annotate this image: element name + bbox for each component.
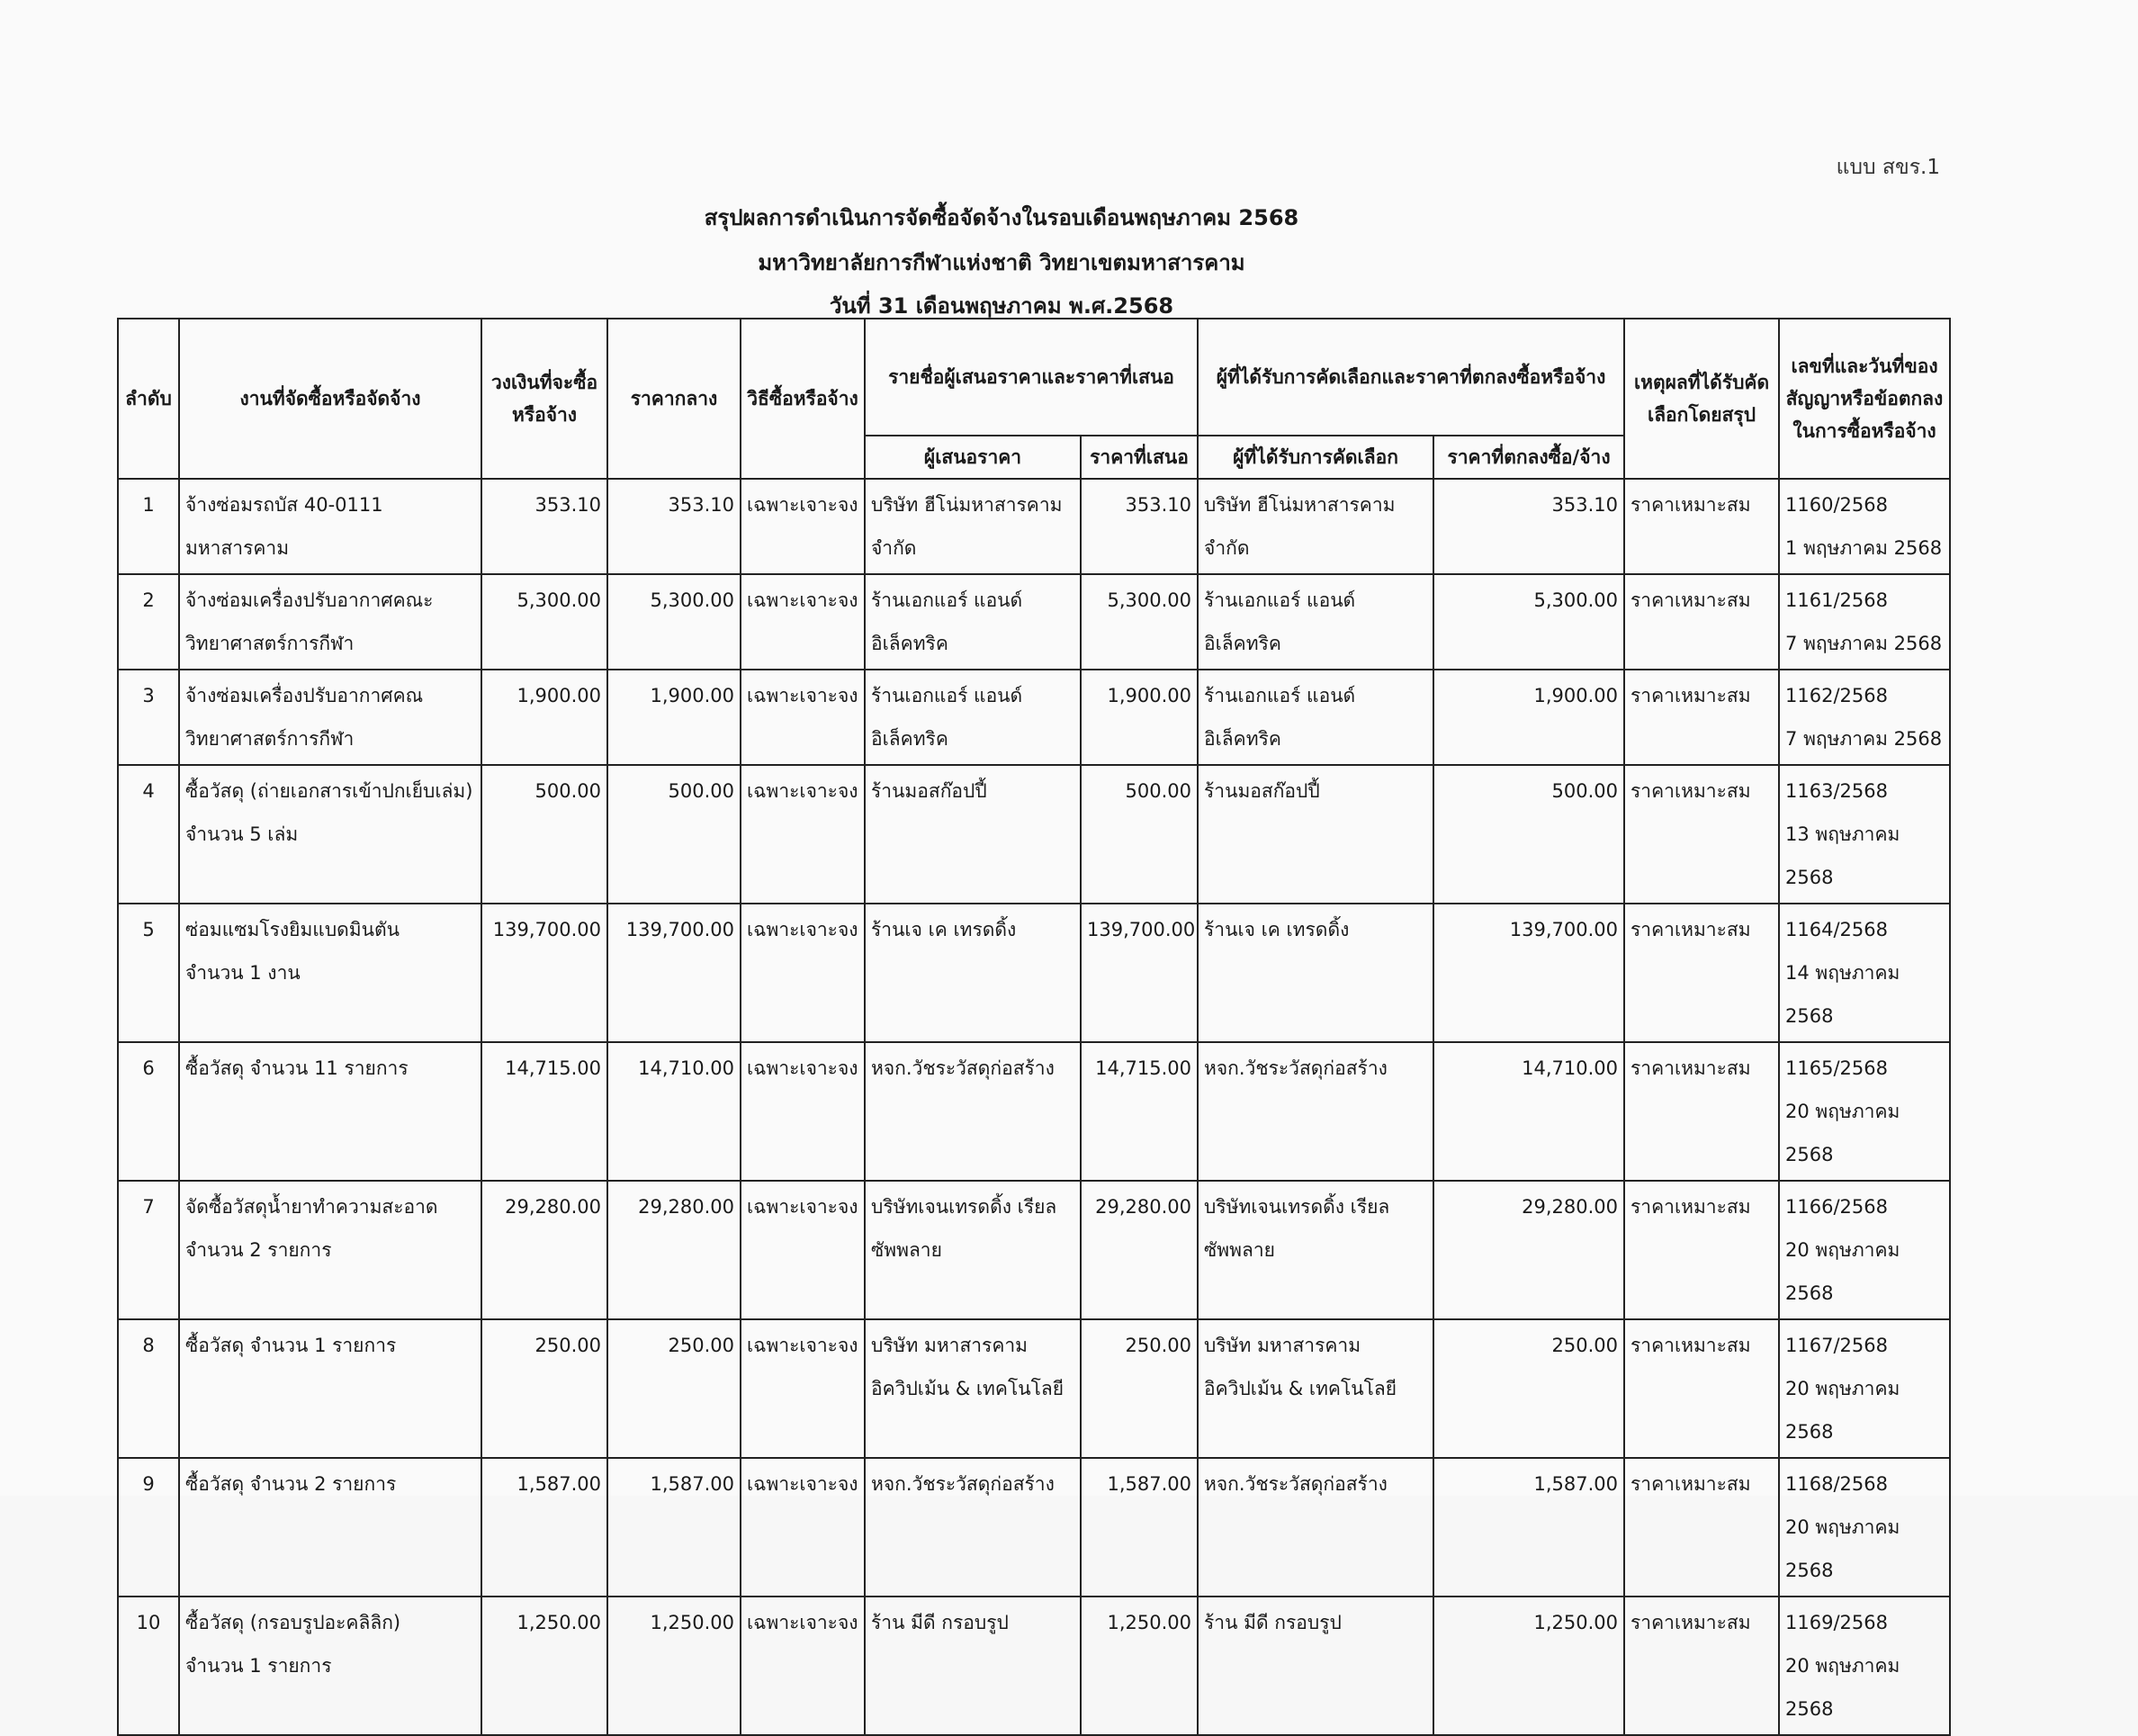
- row-budget: 29,280.00: [481, 1181, 607, 1319]
- row-contract: [1779, 1181, 1950, 1319]
- row-winner-line-1: บริษัท มหาสารคาม: [1204, 1335, 1361, 1356]
- row-work: [179, 1042, 481, 1181]
- row-contract: [1779, 670, 1950, 765]
- row-budget: 250.00: [481, 1319, 607, 1458]
- table-row: [118, 670, 1950, 765]
- row-contract-line-2: 7 พฤษภาคม 2568: [1785, 633, 1943, 654]
- row-median: 1,900.00: [607, 670, 741, 765]
- row-reason: ราคาเหมาะสม: [1624, 670, 1779, 765]
- row-agreed-price: 500.00: [1433, 765, 1624, 904]
- row-no: 10: [118, 1597, 179, 1735]
- row-budget: 500.00: [481, 765, 607, 904]
- row-bid-price: 1,900.00: [1081, 670, 1198, 765]
- row-contract-line-2: 20 พฤษภาคม 2568: [1785, 1239, 1900, 1304]
- row-work-line-2: จำนวน 1 งาน: [185, 962, 301, 984]
- row-winner-line-2: อิเล็คทริค: [1204, 728, 1281, 750]
- row-reason: ราคาเหมาะสม: [1624, 1042, 1779, 1181]
- procurement-table: [117, 318, 1951, 1736]
- row-work: [179, 670, 481, 765]
- row-no: 7: [118, 1181, 179, 1319]
- table-row: [118, 765, 1950, 904]
- row-budget: 1,587.00: [481, 1458, 607, 1597]
- row-bid-price: 250.00: [1081, 1319, 1198, 1458]
- table-row: [118, 1597, 1950, 1735]
- row-bidder: [865, 574, 1081, 670]
- row-method: เฉพาะเจาะจง: [741, 1458, 865, 1597]
- row-winner: [1198, 670, 1433, 765]
- col-header-contract: เลขที่และวันที่ของสัญญาหรือข้อตกลงในการซื้อหรือจ้าง: [1779, 319, 1950, 479]
- row-agreed-price: 139,700.00: [1433, 904, 1624, 1042]
- row-work: [179, 574, 481, 670]
- title-line-1: สรุปผลการดำเนินการจัดซื้อจัดจ้างในรอบเดือนพฤษภาคม 2568: [704, 205, 1299, 230]
- row-bid-price: 500.00: [1081, 765, 1198, 904]
- row-budget: 1,250.00: [481, 1597, 607, 1735]
- col-header-reason: เหตุผลที่ได้รับคัดเลือกโดยสรุป: [1624, 319, 1779, 479]
- row-winner: [1198, 904, 1433, 1042]
- form-code: แบบ สขร.1: [1836, 156, 1940, 179]
- row-bidder: [865, 479, 1081, 574]
- row-budget: 5,300.00: [481, 574, 607, 670]
- col-header-bid-price: ราคาที่เสนอ: [1081, 436, 1198, 479]
- row-winner: [1198, 765, 1433, 904]
- row-agreed-price: 353.10: [1433, 479, 1624, 574]
- row-contract-line-2: 20 พฤษภาคม 2568: [1785, 1655, 1900, 1720]
- row-method: เฉพาะเจาะจง: [741, 574, 865, 670]
- row-work: [179, 904, 481, 1042]
- row-method: เฉพาะเจาะจง: [741, 1042, 865, 1181]
- row-winner-line-1: บริษัทเจนเทรดดิ้ง เรียล: [1204, 1196, 1390, 1218]
- row-method: เฉพาะเจาะจง: [741, 670, 865, 765]
- row-bidder-line-1: หจก.วัชระวัสดุก่อสร้าง: [871, 1473, 1055, 1495]
- row-winner-line-1: ร้านเจ เค เทรดดิ้ง: [1204, 919, 1350, 940]
- col-header-bidder: ผู้เสนอราคา: [865, 436, 1081, 479]
- row-median: 500.00: [607, 765, 741, 904]
- row-median: 5,300.00: [607, 574, 741, 670]
- row-agreed-price: 1,250.00: [1433, 1597, 1624, 1735]
- row-reason: ราคาเหมาะสม: [1624, 1319, 1779, 1458]
- row-reason: ราคาเหมาะสม: [1624, 1181, 1779, 1319]
- row-bid-price: 5,300.00: [1081, 574, 1198, 670]
- row-contract-line-1: 1161/2568: [1785, 589, 1888, 611]
- row-median: 250.00: [607, 1319, 741, 1458]
- row-bidder-line-1: บริษัทเจนเทรดดิ้ง เรียล: [871, 1196, 1057, 1218]
- row-reason: ราคาเหมาะสม: [1624, 479, 1779, 574]
- row-winner: [1198, 1458, 1433, 1597]
- row-work-line-1: ซื้อวัสดุ จำนวน 11 รายการ: [185, 1057, 409, 1079]
- row-method: เฉพาะเจาะจง: [741, 765, 865, 904]
- row-winner: [1198, 1597, 1433, 1735]
- row-winner-line-2: ซัพพลาย: [1204, 1239, 1275, 1261]
- row-contract-line-2: 14 พฤษภาคม 2568: [1785, 962, 1900, 1027]
- row-work-line-2: จำนวน 2 รายการ: [185, 1239, 332, 1261]
- row-bid-price: 139,700.00: [1081, 904, 1198, 1042]
- col-header-winner-group: ผู้ที่ได้รับการคัดเลือกและราคาที่ตกลงซื้อหรือจ้าง: [1198, 319, 1624, 436]
- row-bidder-line-1: หจก.วัชระวัสดุก่อสร้าง: [871, 1057, 1055, 1079]
- row-method: เฉพาะเจาะจง: [741, 1319, 865, 1458]
- row-bidder-line-2: อิควิปเม้น & เทคโนโลยี: [871, 1378, 1065, 1399]
- col-header-winner: ผู้ที่ได้รับการคัดเลือก: [1198, 436, 1433, 479]
- row-method: เฉพาะเจาะจง: [741, 904, 865, 1042]
- table-row: [118, 479, 1950, 574]
- row-bidder-line-2: อิเล็คทริค: [871, 633, 948, 654]
- row-agreed-price: 250.00: [1433, 1319, 1624, 1458]
- row-median: 1,587.00: [607, 1458, 741, 1597]
- row-bid-price: 1,587.00: [1081, 1458, 1198, 1597]
- row-agreed-price: 5,300.00: [1433, 574, 1624, 670]
- row-no: 6: [118, 1042, 179, 1181]
- row-work-line-1: ซื้อวัสดุ (กรอบรูปอะคลิลิก): [185, 1612, 401, 1633]
- col-header-bidders-group: รายชื่อผู้เสนอราคาและราคาที่เสนอ: [865, 319, 1198, 436]
- row-budget: 353.10: [481, 479, 607, 574]
- row-work-line-1: จ้างซ่อมเครื่องปรับอากาศคณะ: [185, 589, 434, 611]
- row-bidder-line-1: ร้าน มีดี กรอบรูป: [871, 1612, 1009, 1633]
- row-contract: [1779, 479, 1950, 574]
- row-winner-line-1: ร้านเอกแอร์ แอนด์: [1204, 685, 1356, 706]
- row-bid-price: 1,250.00: [1081, 1597, 1198, 1735]
- row-agreed-price: 1,587.00: [1433, 1458, 1624, 1597]
- row-work-line-1: จ้างซ่อมรถบัส 40-0111: [185, 494, 383, 516]
- row-contract-line-2: 20 พฤษภาคม 2568: [1785, 1516, 1900, 1581]
- row-bidder: [865, 1042, 1081, 1181]
- row-bidder: [865, 904, 1081, 1042]
- row-work-line-1: ซื้อวัสดุ จำนวน 1 รายการ: [185, 1335, 397, 1356]
- row-winner-line-2: อิเล็คทริค: [1204, 633, 1281, 654]
- table-row: [118, 1319, 1950, 1458]
- row-bidder-line-2: จำกัด: [871, 537, 917, 559]
- row-winner-line-2: อิควิปเม้น & เทคโนโลยี: [1204, 1378, 1397, 1399]
- row-contract-line-1: 1165/2568: [1785, 1057, 1888, 1079]
- row-bidder-line-1: บริษัท มหาสารคาม: [871, 1335, 1029, 1356]
- row-no: 1: [118, 479, 179, 574]
- table-row: [118, 1181, 1950, 1319]
- row-work-line-2: จำนวน 1 รายการ: [185, 1655, 332, 1677]
- row-bidder-line-2: อิเล็คทริค: [871, 728, 948, 750]
- row-work-line-2: วิทยาศาสตร์การกีฬา: [185, 633, 355, 654]
- row-contract-line-1: 1160/2568: [1785, 494, 1888, 516]
- row-method: เฉพาะเจาะจง: [741, 1181, 865, 1319]
- row-bidder-line-1: ร้านเอกแอร์ แอนด์: [871, 685, 1023, 706]
- row-bid-price: 29,280.00: [1081, 1181, 1198, 1319]
- row-bidder-line-2: ซัพพลาย: [871, 1239, 942, 1261]
- row-contract-line-1: 1166/2568: [1785, 1196, 1888, 1218]
- row-contract-line-2: 20 พฤษภาคม 2568: [1785, 1378, 1900, 1443]
- row-winner: [1198, 1181, 1433, 1319]
- row-contract-line-1: 1169/2568: [1785, 1612, 1888, 1633]
- row-bidder-line-1: ร้านเอกแอร์ แอนด์: [871, 589, 1023, 611]
- row-median: 353.10: [607, 479, 741, 574]
- table-row: [118, 1042, 1950, 1181]
- row-contract: [1779, 1458, 1950, 1597]
- row-contract-line-2: 20 พฤษภาคม 2568: [1785, 1101, 1900, 1165]
- row-budget: 1,900.00: [481, 670, 607, 765]
- row-contract: [1779, 904, 1950, 1042]
- row-winner-line-2: จำกัด: [1204, 537, 1250, 559]
- col-header-agreed-price: ราคาที่ตกลงซื้อ/จ้าง: [1433, 436, 1624, 479]
- row-winner-line-1: หจก.วัชระวัสดุก่อสร้าง: [1204, 1473, 1388, 1495]
- row-bidder-line-1: บริษัท ฮีโน่มหาสารคาม: [871, 494, 1063, 516]
- row-bidder: [865, 1597, 1081, 1735]
- row-agreed-price: 29,280.00: [1433, 1181, 1624, 1319]
- row-no: 4: [118, 765, 179, 904]
- row-no: 3: [118, 670, 179, 765]
- table-row: [118, 904, 1950, 1042]
- row-bidder: [865, 1319, 1081, 1458]
- row-work-line-2: มหาสารคาม: [185, 537, 290, 559]
- row-agreed-price: 14,710.00: [1433, 1042, 1624, 1181]
- col-header-median: ราคากลาง: [607, 319, 741, 479]
- title-line-3: วันที่ 31 เดือนพฤษภาคม พ.ศ.2568: [829, 293, 1174, 319]
- row-work-line-1: ซื้อวัสดุ จำนวน 2 รายการ: [185, 1473, 397, 1495]
- row-agreed-price: 1,900.00: [1433, 670, 1624, 765]
- row-contract-line-2: 13 พฤษภาคม 2568: [1785, 823, 1900, 888]
- row-contract-line-2: 7 พฤษภาคม 2568: [1785, 728, 1943, 750]
- col-header-work: งานที่จัดซื้อหรือจัดจ้าง: [179, 319, 481, 479]
- row-contract: [1779, 765, 1950, 904]
- row-reason: ราคาเหมาะสม: [1624, 904, 1779, 1042]
- row-winner: [1198, 574, 1433, 670]
- row-contract-line-1: 1163/2568: [1785, 780, 1888, 802]
- row-work-line-1: ซ่อมแซมโรงยิมแบดมินตัน: [185, 919, 400, 940]
- row-bidder: [865, 765, 1081, 904]
- row-work-line-1: ซื้อวัสดุ (ถ่ายเอกสารเข้าปกเย็บเล่ม): [185, 780, 473, 802]
- row-median: 139,700.00: [607, 904, 741, 1042]
- row-winner: [1198, 1319, 1433, 1458]
- row-work-line-1: จัดซื้อวัสดุน้ำยาทำความสะอาด: [185, 1196, 438, 1218]
- row-method: เฉพาะเจาะจง: [741, 479, 865, 574]
- row-bidder-line-1: ร้านเจ เค เทรดดิ้ง: [871, 919, 1017, 940]
- row-winner-line-1: ร้าน มีดี กรอบรูป: [1204, 1612, 1342, 1633]
- row-bidder: [865, 670, 1081, 765]
- table-row: [118, 1458, 1950, 1597]
- table-row: [118, 574, 1950, 670]
- row-reason: ราคาเหมาะสม: [1624, 765, 1779, 904]
- row-bidder: [865, 1458, 1081, 1597]
- title-line-2: มหาวิทยาลัยการกีฬาแห่งชาติ วิทยาเขตมหาสารคาม: [758, 250, 1245, 275]
- col-header-method: วิธีซื้อหรือจ้าง: [741, 319, 865, 479]
- row-bidder: [865, 1181, 1081, 1319]
- row-median: 29,280.00: [607, 1181, 741, 1319]
- row-winner-line-1: ร้านมอสก๊อปปี้: [1204, 780, 1320, 802]
- row-contract: [1779, 1042, 1950, 1181]
- row-contract-line-1: 1167/2568: [1785, 1335, 1888, 1356]
- row-no: 9: [118, 1458, 179, 1597]
- row-work: [179, 1181, 481, 1319]
- row-method: เฉพาะเจาะจง: [741, 1597, 865, 1735]
- row-bidder-line-1: ร้านมอสก๊อปปี้: [871, 780, 987, 802]
- col-header-budget: วงเงินที่จะซื้อหรือจ้าง: [481, 319, 607, 479]
- row-work: [179, 1319, 481, 1458]
- row-budget: 139,700.00: [481, 904, 607, 1042]
- row-bid-price: 353.10: [1081, 479, 1198, 574]
- row-bid-price: 14,715.00: [1081, 1042, 1198, 1181]
- row-winner-line-1: หจก.วัชระวัสดุก่อสร้าง: [1204, 1057, 1388, 1079]
- row-contract-line-1: 1164/2568: [1785, 919, 1888, 940]
- row-contract: [1779, 1597, 1950, 1735]
- row-winner: [1198, 1042, 1433, 1181]
- row-no: 2: [118, 574, 179, 670]
- row-work: [179, 1458, 481, 1597]
- row-contract: [1779, 574, 1950, 670]
- row-budget: 14,715.00: [481, 1042, 607, 1181]
- row-winner: [1198, 479, 1433, 574]
- row-reason: ราคาเหมาะสม: [1624, 574, 1779, 670]
- row-contract-line-2: 1 พฤษภาคม 2568: [1785, 537, 1943, 559]
- row-work-line-1: จ้างซ่อมเครื่องปรับอากาศคณ: [185, 685, 424, 706]
- row-contract-line-1: 1168/2568: [1785, 1473, 1888, 1495]
- row-reason: ราคาเหมาะสม: [1624, 1597, 1779, 1735]
- row-work-line-2: จำนวน 5 เล่ม: [185, 823, 299, 845]
- row-work: [179, 765, 481, 904]
- row-median: 1,250.00: [607, 1597, 741, 1735]
- row-reason: ราคาเหมาะสม: [1624, 1458, 1779, 1597]
- row-no: 8: [118, 1319, 179, 1458]
- row-winner-line-1: บริษัท ฮีโน่มหาสารคาม: [1204, 494, 1396, 516]
- row-median: 14,710.00: [607, 1042, 741, 1181]
- row-winner-line-1: ร้านเอกแอร์ แอนด์: [1204, 589, 1356, 611]
- row-no: 5: [118, 904, 179, 1042]
- col-header-no: ลำดับ: [118, 319, 179, 479]
- row-contract: [1779, 1319, 1950, 1458]
- row-contract-line-1: 1162/2568: [1785, 685, 1888, 706]
- row-work: [179, 1597, 481, 1735]
- row-work-line-2: วิทยาศาสตร์การกีฬา: [185, 728, 355, 750]
- row-work: [179, 479, 481, 574]
